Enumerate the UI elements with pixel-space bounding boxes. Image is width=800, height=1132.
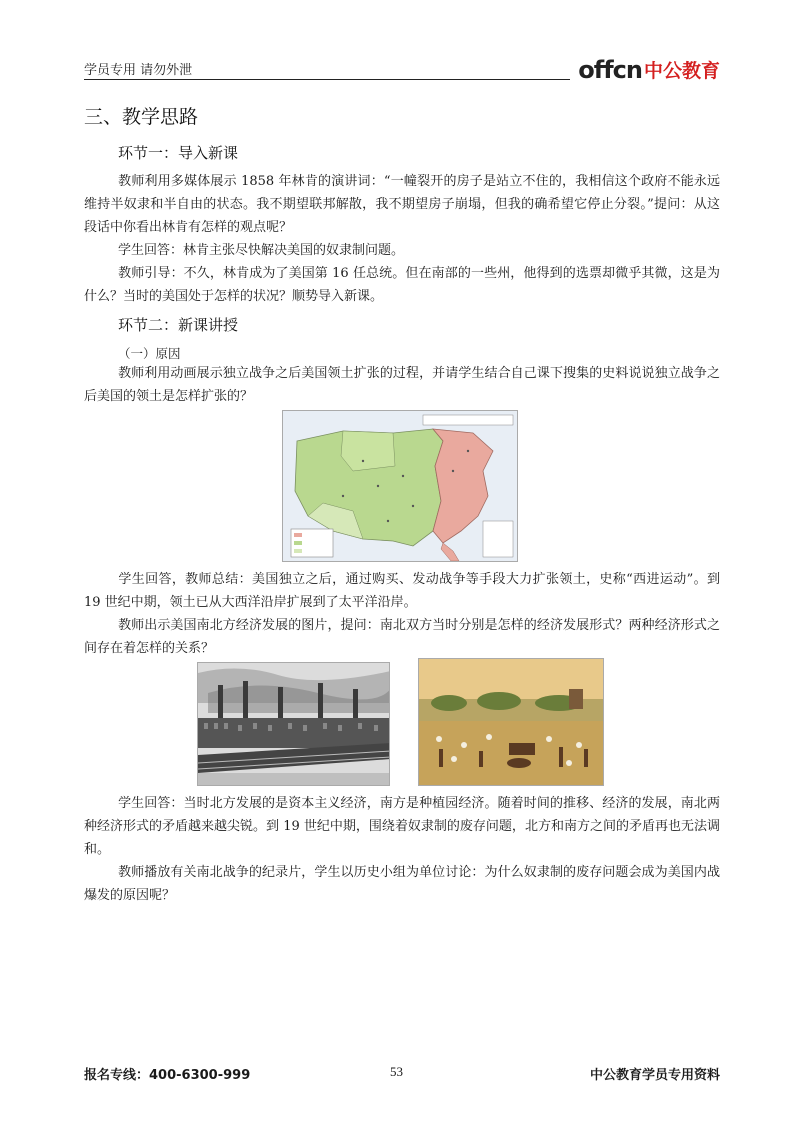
header-notice: 学员专用 请勿外泄 — [84, 63, 193, 78]
header-rule — [84, 79, 570, 80]
plantation-illustration — [419, 659, 604, 786]
offcn-logo — [578, 52, 720, 82]
factory-illustration — [198, 663, 390, 786]
section-title: 三、教学思路 — [84, 106, 199, 128]
page-number: 53 — [390, 1064, 403, 1079]
part2-paragraph-4: 学生回答：当时北方发展的是资本主义经济，南方是种植园经济。随着时间的推移、经济的发展，南北两种经济形式的矛盾越来越尖锐。到 19 世纪中期，围绕着奴隶制的废存问题，北方和南方之间的矛盾再也无法调和。 — [84, 796, 720, 857]
part1-title: 环节一：导入新课 — [118, 144, 239, 162]
part1-paragraph-2: 学生回答：林肯主张尽快解决美国的奴隶制问题。 — [118, 243, 405, 258]
part2-paragraph-5: 教师播放有关南北战争的纪录片，学生以历史小组为单位讨论：为什么奴隶制的废存问题会成为美国内战爆发的原因呢？ — [84, 865, 720, 903]
part1-paragraph-3: 教师引导：不久，林肯成为了美国第 16 任总统。但在南部的一些州，他得到的选票却微乎其微，这是为什么？当时的美国处于怎样的状况？顺势导入新课。 — [84, 266, 720, 304]
part2-paragraph-3: 教师出示美国南北方经济发展的图片，提问：南北双方当时分别是怎样的经济发展形式？两种经济形式之间存在着怎样的关系？ — [84, 618, 720, 656]
map-drawing — [283, 411, 518, 562]
logo-latin-text: offcn — [578, 56, 642, 84]
part2-title: 环节二：新课讲授 — [118, 316, 239, 334]
footer-material-note: 中公教育学员专用资料 — [589, 1068, 720, 1083]
logo-cn-text: 中公教育 — [643, 60, 720, 82]
page-header — [84, 48, 720, 84]
footer-hotline: 报名专线：400-6300-999 — [84, 1068, 251, 1083]
part2-subheading: （一）原因 — [118, 346, 181, 361]
part2-paragraph-1: 教师利用动画展示独立战争之后美国领土扩张的过程，并请学生结合自己课下搜集的史料说说独立战争之后美国的领土是怎样扩张的？ — [84, 366, 720, 404]
part2-paragraph-2: 学生回答，教师总结：美国独立之后，通过购买、发动战争等手段大力扩张领土，史称“西进运动”。到 19 世纪中期，领土已从大西洋沿岸扩展到了太平洋沿岸。 — [84, 572, 720, 610]
territory-expansion-map — [282, 410, 518, 562]
north-industry-image — [197, 662, 390, 786]
south-plantation-image — [418, 658, 604, 786]
part1-paragraph-1: 教师利用多媒体展示 1858 年林肯的演讲词：“一幢裂开的房子是站立不住的，我相信这个政府不能永远维持半奴隶和半自由的状态。我不期望联邦解散，我不期望房子崩塌，但我的确希望它停止分裂。”提问：从这段话中你看出林肯有怎样的观点呢？ — [84, 174, 720, 235]
